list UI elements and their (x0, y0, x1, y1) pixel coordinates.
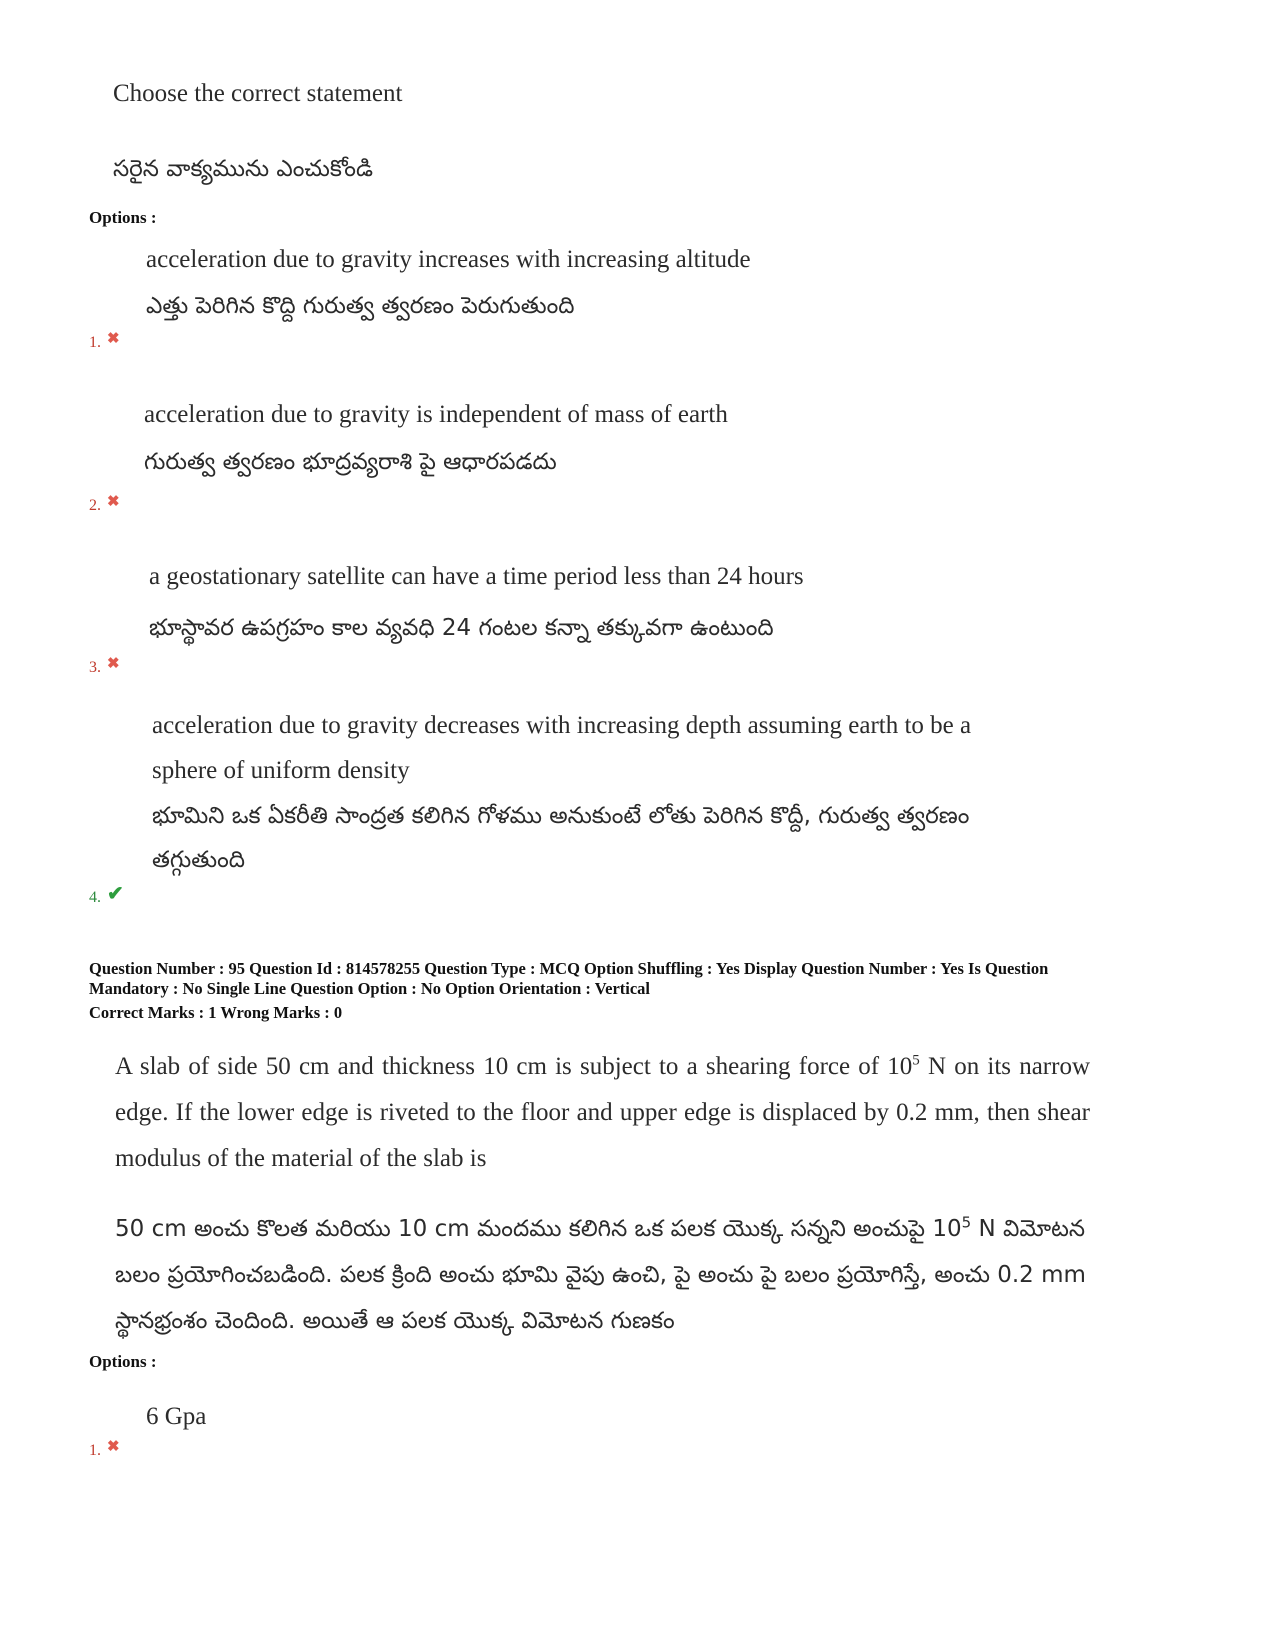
option-number: 1. (89, 1442, 101, 1459)
option-2-text-te: గురుత్వ త్వరణం భూద్రవ్యరాశి పై ఆధారపడదు (144, 449, 557, 475)
option-4-text-en-line2: sphere of uniform density (152, 757, 410, 784)
check-icon: ✔ (107, 883, 124, 905)
option-2-marker (89, 496, 120, 515)
question-stem-en (115, 1044, 1090, 1182)
cross-icon: ✖ (107, 331, 120, 347)
option-3-text-te: భూస్థావర ఉపగ్రహం కాల వ్యవధి 24 గంటల కన్నా తక్కువగా ఉంటుంది (149, 615, 774, 641)
stem-te-exponent: 5 (961, 1213, 972, 1232)
question-stem-te: సరైన వాక్యమును ఎంచుకోండి (113, 156, 373, 182)
option-3-marker (89, 658, 120, 677)
question-stem-te (115, 1206, 1090, 1344)
cross-icon: ✖ (107, 1439, 120, 1455)
cross-icon: ✖ (107, 656, 120, 672)
option-1-text-te: ఎత్తు పెరిగిన కొద్ది గురుత్వ త్వరణం పెరుగుతుంది (146, 293, 575, 319)
options-label: Options : (89, 208, 157, 227)
option-4-marker (89, 883, 124, 908)
question-meta-line1: Question Number : 95 Question Id : 814578255 Question Type : MCQ Option Shuffling : Yes Display Question Number : Yes Is Question (89, 959, 1049, 978)
option-1-marker (89, 1441, 120, 1460)
option-2-text-en: acceleration due to gravity is independent of mass of earth (144, 401, 728, 428)
question-meta-line2: Mandatory : No Single Line Question Option : No Option Orientation : Vertical (89, 979, 651, 998)
stem-te-part-a: 50 cm అంచు కొలత మరియు 10 cm మందము కలిగిన ఒక పలక యొక్క సన్నని అంచుపై 10 (115, 1216, 962, 1242)
option-1-marker (89, 333, 120, 352)
option-3-text-en: a geostationary satellite can have a time period less than 24 hours (149, 563, 804, 590)
option-4-text-te-line1: భూమిని ఒక ఏకరీతి సాంద్రత కలిగిన గోళము అనుకుంటే లోతు పెరిగిన కొద్దీ, గురుత్వ త్వరణం (152, 803, 970, 829)
option-number: 4. (89, 889, 101, 906)
stem-text-part-a: A slab of side 50 cm and thickness 10 cm is subject to a shearing force of 10 (115, 1053, 913, 1080)
option-number: 2. (89, 497, 101, 514)
option-number: 3. (89, 659, 101, 676)
question-stem-en: Choose the correct statement (113, 80, 403, 107)
option-1-text-en: 6 Gpa (146, 1403, 207, 1430)
option-4-text-te-line2: తగ్గుతుంది (152, 847, 246, 873)
question-marks: Correct Marks : 1 Wrong Marks : 0 (89, 1003, 343, 1022)
option-4-text-en-line1: acceleration due to gravity decreases with increasing depth assuming earth to be a (152, 712, 972, 739)
options-label: Options : (89, 1352, 157, 1371)
option-number: 1. (89, 334, 101, 351)
stem-te-part-b: N విమోటన బలం ప్రయోగించబడింది. పలక క్రింది అంచు భూమి వైపు ఉంచి, పై అంచు పై బలం ప్రయోగిస్తే, అంచు 0.2 mm స్థానభ్రంశం చెందింది. అయితే ఆ పలక యొక్క విమోటన గుణకం (115, 1216, 1086, 1334)
cross-icon: ✖ (107, 494, 120, 510)
option-1-text-en: acceleration due to gravity increases with increasing altitude (146, 246, 751, 273)
stem-exponent: 5 (912, 1052, 920, 1069)
stem-text-part-b: N on its narrow edge. If the lower edge is riveted to the floor and upper edge is displaced by 0.2 mm, then shear modulus of the material of the slab is (115, 1053, 1090, 1172)
